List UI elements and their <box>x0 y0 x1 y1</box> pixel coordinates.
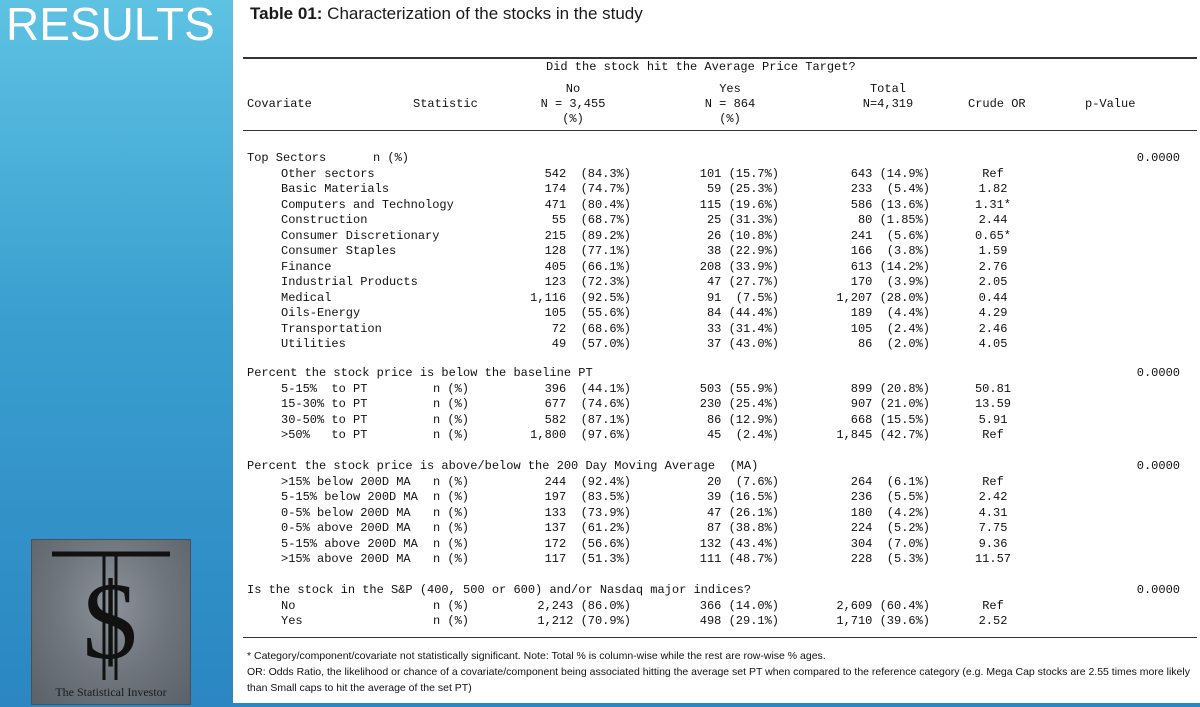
section-title: Percent the stock price is above/below the 200 Day Moving Average (MA) <box>247 459 759 473</box>
section-pvalue: 0.0000 <box>1136 151 1180 165</box>
cell-label: Medical <box>281 290 332 305</box>
cell-total: 613 (14.2%) <box>850 259 930 274</box>
cell-no: 471 (80.4%) <box>544 197 631 212</box>
cell-label: 5-15% to PT <box>281 381 368 396</box>
section-statistic: n (%) <box>373 151 410 165</box>
cell-no: 396 (44.1%) <box>544 381 631 396</box>
cell-yes: 59 (25.3%) <box>706 182 779 196</box>
cell-or: 2.46 <box>978 321 1008 336</box>
cell-label: Consumer Staples <box>281 244 397 258</box>
cell-no: 49 (57.0%) <box>551 337 631 351</box>
cell-stat: n (%) <box>433 598 470 613</box>
cell-or: 1.59 <box>978 244 1008 258</box>
section-title: Top Sectors <box>247 151 327 165</box>
cell-total: 241 (5.6%) <box>850 228 930 243</box>
header-no-pct: (%) <box>562 112 584 126</box>
cell-yes: 25 (31.3%) <box>706 213 779 227</box>
cell-total: 170 (3.9%) <box>850 275 930 289</box>
cell-yes: 111 (48.7%) <box>699 552 779 566</box>
cell-yes: 498 (29.1%) <box>699 614 779 628</box>
cell-no: 1,116 (92.5%) <box>530 290 631 305</box>
bottom-accent-bar <box>233 703 1200 707</box>
table-title: Table 01: Characterization of the stocks in the study <box>250 4 643 23</box>
section-title: Is the stock in the S&P (400, 500 or 600) and/or Nasdaq major indices? <box>247 583 752 597</box>
cell-label: >50% to PT <box>281 428 368 442</box>
cell-or: 0.65* <box>974 228 1011 243</box>
header-statistic: Statistic <box>413 97 478 111</box>
cell-label: Finance <box>281 259 332 274</box>
cell-stat: n (%) <box>433 490 470 504</box>
slide-title: RESULTS <box>6 0 215 50</box>
cell-label: Construction <box>281 213 368 227</box>
cell-or: Ref <box>982 166 1004 181</box>
cell-total: 1,207 (28.0%) <box>836 290 930 305</box>
cell-stat: n (%) <box>433 614 470 628</box>
cell-or: 11.57 <box>974 552 1011 566</box>
cell-total: 86 (2.0%) <box>857 337 930 351</box>
cell-total: 166 (3.8%) <box>850 244 930 258</box>
header-yes: Yes <box>719 82 741 96</box>
cell-no: 197 (83.5%) <box>544 490 631 504</box>
header-total: Total <box>869 82 906 96</box>
header-no: No <box>565 82 581 96</box>
cell-total: 80 (1.85%) <box>857 213 930 227</box>
cell-stat: n (%) <box>433 381 470 396</box>
cell-yes: 230 (25.4%) <box>699 397 779 411</box>
footnotes <box>247 648 1192 696</box>
cell-total: 264 (6.1%) <box>850 474 930 489</box>
section-pvalue: 0.0000 <box>1136 366 1180 380</box>
section-pvalue: 0.0000 <box>1136 459 1180 473</box>
cell-no: 405 (66.1%) <box>544 259 631 274</box>
cell-stat: n (%) <box>433 505 470 520</box>
cell-total: 1,845 (42.7%) <box>836 428 930 442</box>
cell-total: 189 (4.4%) <box>850 306 930 320</box>
cell-yes: 132 (43.4%) <box>699 536 779 551</box>
cell-yes: 115 (19.6%) <box>699 197 779 212</box>
cell-or: 5.91 <box>978 412 1008 427</box>
cell-total: 1,710 (39.6%) <box>836 614 930 628</box>
cell-total: 643 (14.9%) <box>850 166 930 181</box>
cell-no: 677 (74.6%) <box>544 397 631 411</box>
header-rule <box>243 130 1197 131</box>
cell-label: >15% below 200D MA <box>281 474 411 489</box>
cell-or: 2.44 <box>978 213 1008 227</box>
cell-no: 55 (68.7%) <box>551 213 631 227</box>
header-question: Did the stock hit the Average Price Target? <box>546 60 856 74</box>
cell-no: 2,243 (86.0%) <box>537 598 631 613</box>
cell-stat: n (%) <box>433 412 470 427</box>
cell-or: 1.82 <box>978 182 1008 196</box>
cell-yes: 20 (7.6%) <box>706 474 779 489</box>
cell-or: 4.05 <box>978 337 1008 351</box>
cell-label: Computers and Technology <box>281 197 454 212</box>
table-top-rule <box>243 57 1197 59</box>
logo-caption: The Statistical Investor <box>55 685 167 699</box>
cell-total: 180 (4.2%) <box>850 505 930 520</box>
cell-no: 174 (74.7%) <box>544 182 631 196</box>
cell-total: 236 (5.5%) <box>850 490 930 504</box>
header-pvalue: p-Value <box>1085 97 1136 111</box>
cell-label: >15% above 200D MA <box>281 552 411 566</box>
cell-no: 123 (72.3%) <box>544 275 631 289</box>
footnote-odds-ratio: OR: Odds Ratio, the likelihood or chance of a covariate/component being associated hitting the average set PT when compared to the reference category (e.g. Mega Cap stocks are 2.55 times more likely than Small caps to hit the average of the set PT) <box>247 666 1190 694</box>
cell-yes: 87 (38.8%) <box>706 521 779 535</box>
cell-label: 5-15% above 200D MA <box>281 536 418 551</box>
cell-yes: 91 (7.5%) <box>706 290 779 305</box>
cell-label: Basic Materials <box>281 182 390 196</box>
cell-or: 2.42 <box>978 490 1008 504</box>
section-title: Percent the stock price is below the baseline PT <box>247 366 593 380</box>
cell-or: 0.44 <box>978 290 1008 305</box>
cell-label: Oils-Energy <box>281 306 361 320</box>
cell-or: 4.29 <box>978 306 1008 320</box>
cell-yes: 86 (12.9%) <box>706 412 779 427</box>
header-total-n: N=4,319 <box>862 97 914 111</box>
cell-total: 228 (5.3%) <box>850 552 930 566</box>
cell-label: 15-30% to PT <box>281 397 368 411</box>
cell-no: 1,800 (97.6%) <box>530 428 631 442</box>
cell-stat: n (%) <box>433 428 470 442</box>
cell-or: 13.59 <box>974 397 1011 411</box>
cell-or: 2.52 <box>978 614 1008 628</box>
dollar-logo-icon <box>32 540 190 704</box>
header-covariate: Covariate <box>247 97 312 111</box>
cell-total: 899 (20.8%) <box>850 381 930 396</box>
cell-label: Consumer Discretionary <box>281 228 440 243</box>
cell-or: Ref <box>982 428 1004 442</box>
sidebar <box>0 0 233 707</box>
cell-or: 4.31 <box>978 505 1008 520</box>
header-crude-or: Crude OR <box>968 97 1026 111</box>
cell-yes: 84 (44.4%) <box>706 306 779 320</box>
cell-no: 542 (84.3%) <box>544 166 631 181</box>
cell-label: 5-15% below 200D MA <box>281 490 418 504</box>
cell-stat: n (%) <box>433 536 470 551</box>
cell-label: 0-5% above 200D MA <box>281 521 411 535</box>
cell-yes: 38 (22.9%) <box>706 244 779 258</box>
cell-no: 244 (92.4%) <box>544 474 631 489</box>
cell-or: 2.76 <box>978 259 1008 274</box>
cell-yes: 47 (26.1%) <box>706 505 779 520</box>
cell-total: 233 (5.4%) <box>850 182 930 196</box>
cell-total: 304 (7.0%) <box>850 536 930 551</box>
cell-label: Industrial Products <box>281 275 418 289</box>
cell-yes: 33 (31.4%) <box>706 321 779 336</box>
main-content <box>233 0 1200 707</box>
header-yes-pct: (%) <box>719 112 741 126</box>
cell-total: 224 (5.2%) <box>850 521 930 535</box>
cell-no: 117 (51.3%) <box>544 552 631 566</box>
cell-label: Utilities <box>281 337 346 351</box>
cell-label: 0-5% below 200D MA <box>281 505 411 520</box>
header-yes-n: N = 864 <box>704 97 756 111</box>
cell-yes: 101 (15.7%) <box>699 166 779 181</box>
cell-stat: n (%) <box>433 552 470 566</box>
cell-label: 30-50% to PT <box>281 412 368 427</box>
cell-or: Ref <box>982 598 1004 613</box>
cell-label: No <box>281 598 296 613</box>
svg-text:$: $ <box>82 560 138 682</box>
cell-no: 133 (73.9%) <box>544 505 631 520</box>
cell-total: 668 (15.5%) <box>850 412 930 427</box>
cell-no: 137 (61.2%) <box>544 521 631 535</box>
logo <box>31 539 191 705</box>
cell-or: 7.75 <box>978 521 1008 535</box>
cell-yes: 37 (43.0%) <box>706 337 779 351</box>
footnote-significance: * Category/component/covariate not statistically significant. Note: Total % is column-wise while the rest are row-wise % ages. <box>247 650 826 662</box>
cell-stat: n (%) <box>433 397 470 411</box>
cell-stat: n (%) <box>433 521 470 535</box>
section-pvalue: 0.0000 <box>1136 583 1180 597</box>
cell-no: 215 (89.2%) <box>544 228 631 243</box>
cell-no: 582 (87.1%) <box>544 412 631 427</box>
cell-label: Transportation <box>281 321 382 336</box>
cell-yes: 39 (16.5%) <box>706 490 779 504</box>
cell-yes: 26 (10.8%) <box>706 228 779 243</box>
cell-stat: n (%) <box>433 474 470 489</box>
cell-no: 128 (77.1%) <box>544 244 631 258</box>
cell-yes: 366 (14.0%) <box>699 598 779 613</box>
cell-yes: 208 (33.9%) <box>699 259 779 274</box>
cell-or: 50.81 <box>974 381 1011 396</box>
cell-or: 9.36 <box>978 536 1008 551</box>
cell-no: 1,212 (70.9%) <box>537 614 631 628</box>
cell-total: 907 (21.0%) <box>850 397 930 411</box>
cell-no: 72 (68.6%) <box>551 321 631 336</box>
cell-yes: 47 (27.7%) <box>706 275 779 289</box>
table-bottom-rule <box>243 637 1197 638</box>
cell-or: Ref <box>982 474 1004 489</box>
cell-total: 105 (2.4%) <box>850 321 930 336</box>
cell-total: 586 (13.6%) <box>850 197 930 212</box>
cell-or: 1.31* <box>974 197 1011 212</box>
cell-label: Other sectors <box>281 166 375 181</box>
cell-label: Yes <box>281 614 303 628</box>
cell-no: 172 (56.6%) <box>544 536 631 551</box>
cell-yes: 45 (2.4%) <box>706 428 779 442</box>
header-no-n: N = 3,455 <box>540 97 606 111</box>
cell-yes: 503 (55.9%) <box>699 381 779 396</box>
cell-no: 105 (55.6%) <box>544 306 631 320</box>
cell-total: 2,609 (60.4%) <box>836 598 930 613</box>
cell-or: 2.05 <box>978 275 1008 289</box>
